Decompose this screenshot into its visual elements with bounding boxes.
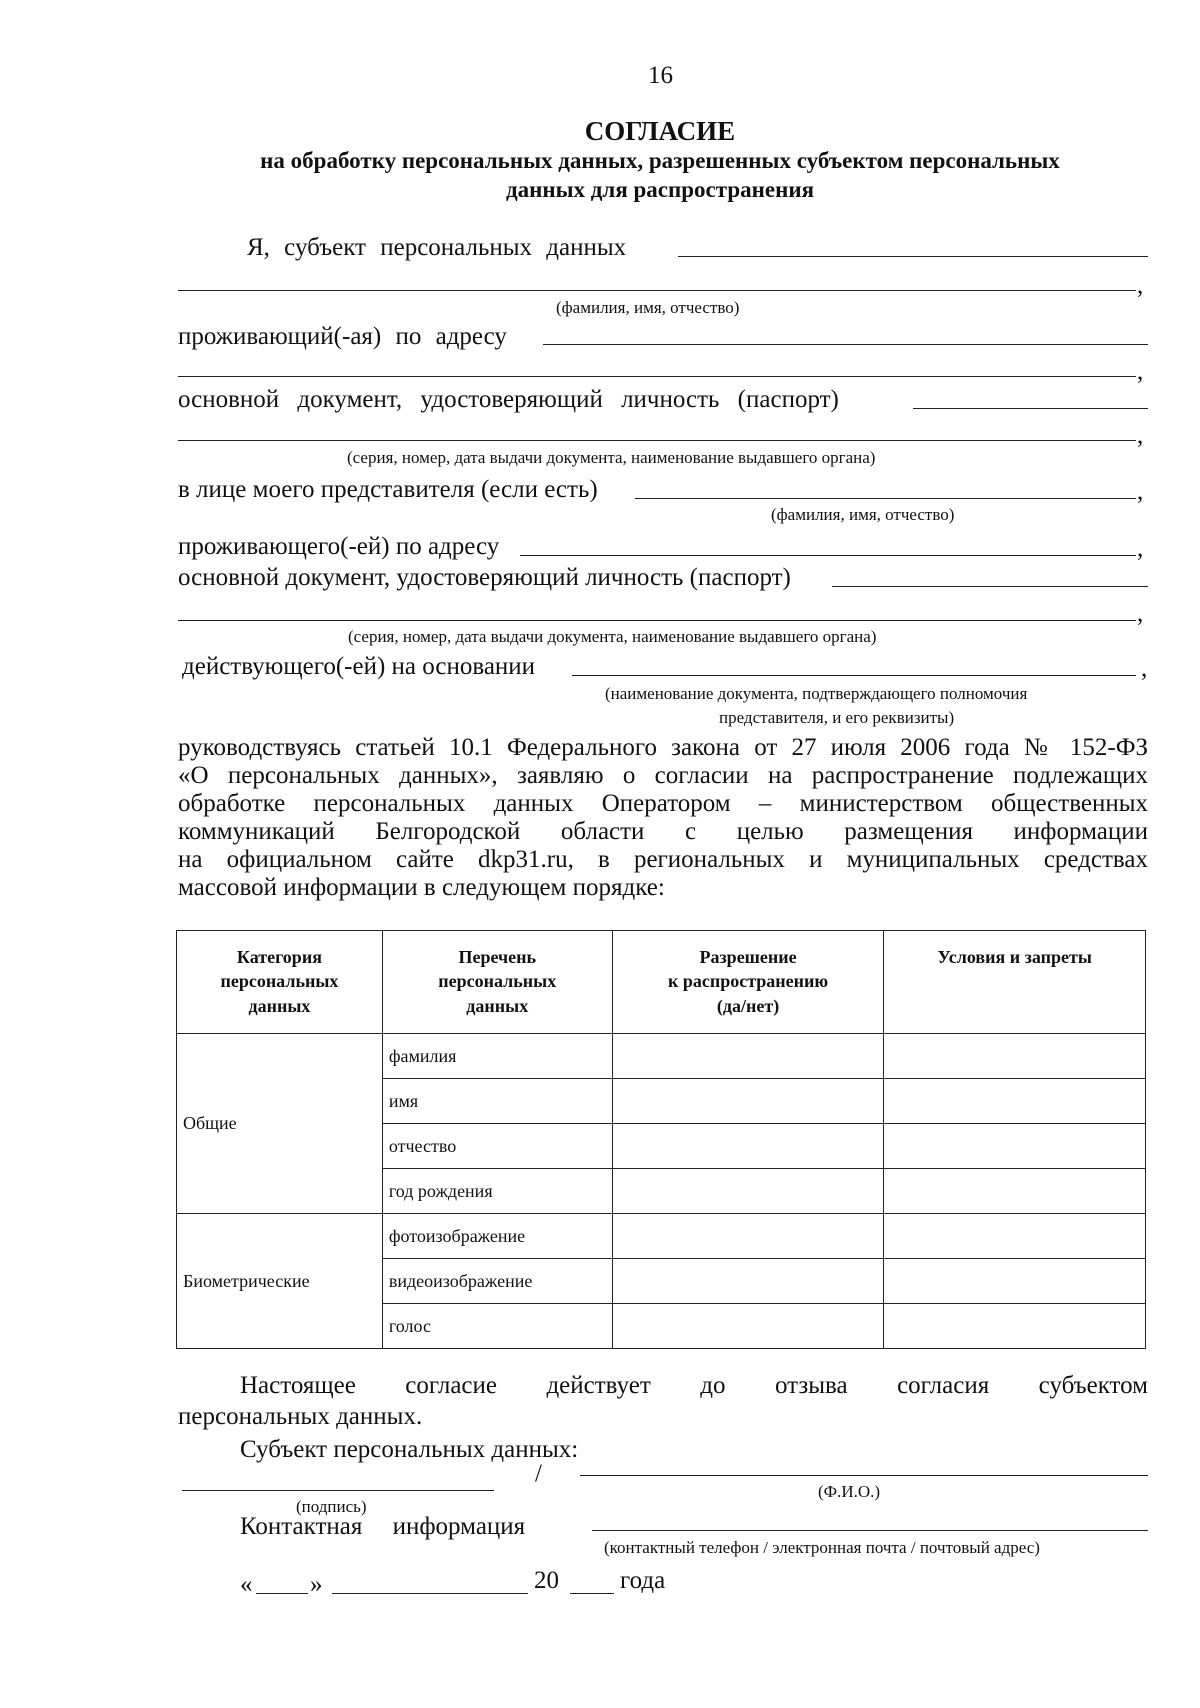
representative-label: в лице моего представителя (если есть) — [178, 476, 598, 503]
document-field-2[interactable] — [178, 440, 1136, 441]
contact-info-label: Контактная информация — [240, 1513, 526, 1540]
document-subtitle-2: данных для распространения — [505, 177, 815, 202]
subject-name-field-2[interactable] — [178, 290, 1136, 291]
item-cell: фамилия — [382, 1034, 612, 1079]
body-line-4: коммуникаций Белгородской области с целью размещения информации — [178, 818, 1148, 845]
permission-cell[interactable] — [612, 1079, 884, 1124]
conditions-cell[interactable] — [884, 1124, 1146, 1169]
permission-cell[interactable] — [612, 1169, 884, 1214]
comma-1: , — [1137, 272, 1144, 299]
hint-fio-representative: (фамилия, имя, отчество) — [771, 505, 955, 524]
comma-6: , — [1137, 600, 1144, 627]
comma-2: , — [1137, 358, 1144, 385]
hint-fio: (фамилия, имя, отчество) — [556, 298, 740, 317]
header-conditions: Условия и запреты — [884, 931, 1146, 1034]
signature-fio-field[interactable] — [580, 1475, 1148, 1476]
item-cell: фотоизображение — [382, 1214, 612, 1259]
hint-contact: (контактный телефон / электронная почта / почтовый адрес) — [604, 1538, 1040, 1557]
date-close-quote: » — [310, 1571, 323, 1598]
date-day-field[interactable] — [256, 1593, 308, 1594]
header-category: Категория персональных данных — [177, 931, 383, 1034]
document-title: СОГЛАСИЕ — [584, 116, 736, 146]
date-year-suffix: года — [620, 1567, 666, 1594]
representative-document-label: основной документ, удостоверяющий личность (паспорт) — [178, 564, 791, 591]
date-month-field[interactable] — [332, 1593, 528, 1594]
body-line-6: массовой информации в следующем порядке: — [178, 874, 665, 901]
address-label: проживающий(-ая) по адресу — [178, 323, 507, 350]
item-cell: отчество — [382, 1124, 612, 1169]
body-line-3: обработке персональных данных Оператором – министерством общественных — [178, 790, 1148, 817]
representative-field[interactable] — [635, 498, 1136, 499]
document-subtitle-1: на обработку персональных данных, разрешенных субъектом персональных — [260, 148, 1060, 173]
body-line-5: на официальном сайте dkp31.ru, в региональных и муниципальных средствах — [178, 846, 1148, 873]
table-row — [177, 1214, 1146, 1259]
category-cell: Общие — [177, 1034, 383, 1214]
comma-7: , — [1141, 655, 1148, 682]
comma-5: , — [1137, 535, 1144, 562]
conditions-cell[interactable] — [884, 1259, 1146, 1304]
date-year-field[interactable] — [570, 1593, 614, 1594]
validity-line-2: персональных данных. — [178, 1403, 423, 1430]
permission-cell[interactable] — [612, 1034, 884, 1079]
permission-cell[interactable] — [612, 1124, 884, 1169]
hint-document-representative: (серия, номер, дата выдачи документа, наименование выдавшего органа) — [348, 627, 877, 646]
subject-name-field-1[interactable] — [678, 256, 1148, 257]
consent-table — [176, 930, 1146, 1349]
document-label: основной документ, удостоверяющий личность (паспорт) — [178, 386, 839, 413]
header-permission: Разрешение к распространению (да/нет) — [612, 931, 884, 1034]
table-header-row — [177, 931, 1146, 1034]
conditions-cell[interactable] — [884, 1034, 1146, 1079]
address-field-2[interactable] — [178, 376, 1136, 377]
header-list: Перечень персональных данных — [382, 931, 612, 1034]
conditions-cell[interactable] — [884, 1214, 1146, 1259]
signature-field[interactable] — [182, 1490, 494, 1491]
date-open-quote: « — [240, 1571, 253, 1598]
item-cell: видеоизображение — [382, 1259, 612, 1304]
permission-cell[interactable] — [612, 1259, 884, 1304]
representative-address-label: проживающего(-ей) по адресу — [178, 533, 500, 560]
page-number: 16 — [648, 62, 673, 89]
item-cell: имя — [382, 1079, 612, 1124]
conditions-cell[interactable] — [884, 1169, 1146, 1214]
hint-basis-2: представителя, и его реквизиты) — [719, 708, 955, 727]
subject-signature-label: Субъект персональных данных: — [240, 1436, 579, 1463]
representative-address-field[interactable] — [520, 555, 1136, 556]
hint-basis-1: (наименование документа, подтверждающего полномочия — [605, 684, 1028, 703]
conditions-cell[interactable] — [884, 1079, 1146, 1124]
category-cell: Биометрические — [177, 1214, 383, 1349]
hint-fio-short: (Ф.И.О.) — [818, 1482, 881, 1501]
document-field-1[interactable] — [913, 408, 1148, 409]
hint-signature: (подпись) — [296, 1497, 367, 1516]
validity-line-1: Настоящее согласие действует до отзыва согласия субъектом — [240, 1372, 1148, 1399]
table-row — [177, 1034, 1146, 1079]
comma-3: , — [1137, 422, 1144, 449]
permission-cell[interactable] — [612, 1214, 884, 1259]
comma-4: , — [1137, 478, 1144, 505]
body-line-1: руководствуясь статьей 10.1 Федерального закона от 27 июля 2006 года № 152-ФЗ — [178, 734, 1148, 761]
subject-intro-label: Я, субъект персональных данных — [247, 234, 627, 261]
item-cell: голос — [382, 1304, 612, 1349]
address-field-1[interactable] — [543, 344, 1148, 345]
hint-document: (серия, номер, дата выдачи документа, наименование выдавшего органа) — [347, 448, 876, 467]
representative-document-field-2[interactable] — [178, 620, 1136, 621]
conditions-cell[interactable] — [884, 1304, 1146, 1349]
slash-separator: / — [535, 1460, 542, 1487]
contact-info-field[interactable] — [592, 1530, 1148, 1531]
body-line-2: «О персональных данных», заявляю о согласии на распространение подлежащих — [178, 762, 1148, 789]
item-cell: год рождения — [382, 1169, 612, 1214]
date-year-prefix: 20 — [534, 1567, 559, 1594]
representative-document-field-1[interactable] — [832, 586, 1148, 587]
acting-basis-label: действующего(-ей) на основании — [182, 653, 536, 680]
permission-cell[interactable] — [612, 1304, 884, 1349]
acting-basis-field[interactable] — [572, 675, 1136, 676]
